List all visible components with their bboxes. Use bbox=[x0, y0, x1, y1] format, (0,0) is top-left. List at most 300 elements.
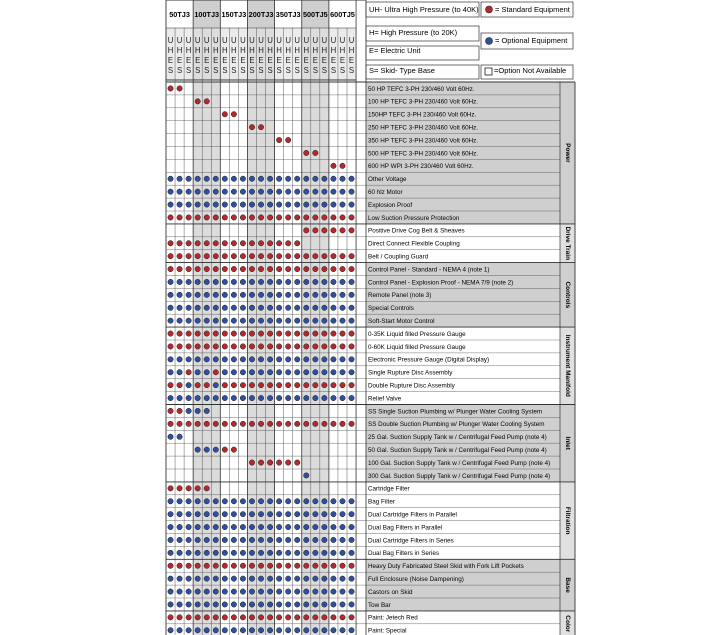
option-description: Heavy Duty Fabricated Steel Skid with Fork Lift Pockets bbox=[368, 563, 524, 571]
standard-dot bbox=[177, 344, 182, 349]
config-letter: S bbox=[303, 66, 309, 75]
config-letter: H bbox=[267, 46, 273, 55]
optional-dot bbox=[222, 202, 227, 207]
optional-dot bbox=[177, 537, 182, 542]
standard-dot bbox=[186, 344, 191, 349]
optional-dot bbox=[349, 318, 354, 323]
optional-dot bbox=[285, 511, 290, 516]
standard-dot bbox=[213, 215, 218, 220]
optional-dot bbox=[249, 370, 254, 375]
option-description: 25 Gal. Suction Supply Tank w / Centrifugal Feed Pump (note 4) bbox=[368, 434, 547, 442]
standard-dot bbox=[322, 615, 327, 620]
standard-dot bbox=[295, 266, 300, 271]
optional-dot bbox=[231, 602, 236, 607]
option-description: Control Panel - Standard - NEMA 4 (note 1) bbox=[368, 266, 490, 274]
optional-dot bbox=[186, 395, 191, 400]
option-description: 500 HP TEFC 3-PH 230/460 Volt 60Hz. bbox=[368, 150, 479, 158]
standard-dot bbox=[195, 215, 200, 220]
optional-dot bbox=[340, 189, 345, 194]
optional-dot bbox=[304, 628, 309, 633]
standard-dot bbox=[168, 615, 173, 620]
standard-dot bbox=[276, 344, 281, 349]
optional-dot bbox=[295, 357, 300, 362]
optional-dot bbox=[222, 395, 227, 400]
optional-dot bbox=[168, 318, 173, 323]
optional-dot bbox=[331, 537, 336, 542]
optional-dot bbox=[304, 537, 309, 542]
optional-dot bbox=[258, 537, 263, 542]
standard-dot bbox=[240, 421, 245, 426]
optional-dot bbox=[240, 305, 245, 310]
standard-dot bbox=[340, 344, 345, 349]
optional-dot bbox=[349, 305, 354, 310]
standard-dot bbox=[168, 563, 173, 568]
config-letter: U bbox=[339, 36, 346, 45]
standard-dot bbox=[295, 331, 300, 336]
standard-dot bbox=[231, 253, 236, 258]
optional-dot bbox=[240, 576, 245, 581]
optional-dot bbox=[186, 511, 191, 516]
optional-dot bbox=[195, 176, 200, 181]
standard-dot bbox=[349, 266, 354, 271]
legend-optional: = Optional Equipment bbox=[495, 36, 568, 45]
config-letter: S bbox=[213, 66, 219, 75]
optional-dot bbox=[204, 511, 209, 516]
standard-dot bbox=[340, 215, 345, 220]
optional-dot bbox=[340, 499, 345, 504]
config-letter: E bbox=[231, 56, 237, 65]
standard-dot bbox=[340, 163, 345, 168]
config-letter: U bbox=[285, 36, 291, 45]
config-letter: S bbox=[312, 66, 318, 75]
optional-dot bbox=[349, 370, 354, 375]
optional-dot bbox=[340, 370, 345, 375]
optional-dot bbox=[213, 524, 218, 529]
config-letter: E bbox=[240, 56, 246, 65]
group-label: Instrument Manifold bbox=[563, 334, 571, 397]
option-description: Dual Bag Filters in Series bbox=[368, 550, 440, 558]
standard-dot bbox=[195, 382, 200, 387]
standard-dot bbox=[231, 215, 236, 220]
model-header: 150TJ3 bbox=[221, 10, 247, 19]
optional-dot bbox=[204, 279, 209, 284]
optional-dot bbox=[340, 602, 345, 607]
optional-dot bbox=[295, 395, 300, 400]
option-description: Low Suction Pressure Protection bbox=[368, 214, 460, 222]
standard-dot bbox=[222, 447, 227, 452]
optional-dot bbox=[204, 499, 209, 504]
standard-dot bbox=[177, 563, 182, 568]
standard-dot bbox=[340, 331, 345, 336]
standard-dot bbox=[276, 421, 281, 426]
option-description: Tow Bar bbox=[368, 601, 391, 609]
optional-dot bbox=[258, 602, 263, 607]
standard-dot bbox=[186, 370, 191, 375]
standard-dot bbox=[313, 382, 318, 387]
standard-dot bbox=[177, 421, 182, 426]
optional-dot bbox=[186, 499, 191, 504]
standard-dot bbox=[231, 563, 236, 568]
optional-dot bbox=[285, 318, 290, 323]
optional-dot bbox=[340, 524, 345, 529]
optional-dot bbox=[331, 305, 336, 310]
config-letter: E bbox=[294, 56, 300, 65]
optional-dot bbox=[177, 357, 182, 362]
standard-dot bbox=[276, 241, 281, 246]
optional-dot bbox=[304, 292, 309, 297]
optional-dot bbox=[304, 499, 309, 504]
standard-dot bbox=[276, 137, 281, 142]
standard-dot bbox=[213, 266, 218, 271]
optional-dot bbox=[177, 370, 182, 375]
optional-dot bbox=[204, 395, 209, 400]
standard-dot bbox=[340, 228, 345, 233]
optional-dot bbox=[267, 202, 272, 207]
optional-dot bbox=[331, 628, 336, 633]
standard-dot bbox=[322, 228, 327, 233]
optional-dot bbox=[231, 499, 236, 504]
standard-dot bbox=[276, 266, 281, 271]
optional-dot bbox=[276, 279, 281, 284]
standard-dot bbox=[258, 124, 263, 129]
optional-dot bbox=[295, 292, 300, 297]
optional-dot bbox=[276, 292, 281, 297]
optional-dot bbox=[340, 537, 345, 542]
optional-dot bbox=[313, 189, 318, 194]
standard-dot bbox=[204, 615, 209, 620]
standard-dot bbox=[240, 266, 245, 271]
optional-dot bbox=[231, 576, 236, 581]
optional-dot bbox=[222, 370, 227, 375]
standard-dot bbox=[285, 460, 290, 465]
standard-dot bbox=[276, 253, 281, 258]
optional-dot bbox=[349, 176, 354, 181]
optional-dot bbox=[285, 189, 290, 194]
legend-panel bbox=[366, 2, 573, 79]
optional-dot bbox=[340, 395, 345, 400]
optional-dot bbox=[295, 176, 300, 181]
standard-dot bbox=[231, 331, 236, 336]
group-label: Color bbox=[563, 615, 571, 633]
config-letter: E bbox=[249, 56, 255, 65]
optional-dot bbox=[276, 357, 281, 362]
optional-dot bbox=[331, 357, 336, 362]
standard-dot bbox=[267, 253, 272, 258]
config-letter: H bbox=[339, 46, 346, 55]
optional-dot bbox=[231, 318, 236, 323]
standard-dot bbox=[231, 112, 236, 117]
optional-dot bbox=[258, 189, 263, 194]
config-letter: U bbox=[321, 36, 328, 45]
config-letter: E bbox=[176, 56, 183, 65]
option-description: Belt / Coupling Guard bbox=[368, 253, 429, 261]
optional-dot bbox=[331, 279, 336, 284]
config-letter: U bbox=[312, 36, 319, 45]
optional-dot bbox=[222, 176, 227, 181]
model-header: 350TJ3 bbox=[275, 10, 301, 19]
optional-dot bbox=[240, 395, 245, 400]
standard-dot bbox=[177, 215, 182, 220]
optional-dot bbox=[267, 279, 272, 284]
option-description: Single Rupture Disc Assembly bbox=[368, 369, 453, 377]
standard-dot bbox=[186, 563, 191, 568]
config-letter: U bbox=[294, 36, 301, 45]
standard-dot bbox=[204, 215, 209, 220]
option-description: SS Double Suction Plumbing w/ Plunger Water Cooling System bbox=[368, 421, 545, 429]
option-description: 50 HP TEFC 3-PH 230/460 Volt 60Hz. bbox=[368, 85, 475, 93]
optional-dot bbox=[331, 511, 336, 516]
config-letter: E bbox=[321, 56, 327, 65]
standard-dot bbox=[258, 253, 263, 258]
model-header: 500TJ5 bbox=[302, 10, 328, 19]
optional-dot bbox=[195, 628, 200, 633]
standard-dot bbox=[222, 253, 227, 258]
config-letter: H bbox=[321, 46, 328, 55]
optional-dot bbox=[231, 357, 236, 362]
optional-dot bbox=[186, 550, 191, 555]
standard-dot bbox=[322, 382, 327, 387]
config-letter: E bbox=[258, 56, 264, 65]
config-letter: H bbox=[312, 46, 319, 55]
optional-dot bbox=[177, 550, 182, 555]
option-description: 100 HP TEFC 3-PH 230/460 Volt 60Hz. bbox=[368, 98, 479, 106]
standard-dot bbox=[222, 344, 227, 349]
optional-dot bbox=[195, 202, 200, 207]
optional-dot bbox=[331, 395, 336, 400]
standard-dot bbox=[267, 331, 272, 336]
standard-legend-dot bbox=[486, 6, 493, 13]
config-letter: E bbox=[330, 56, 337, 65]
optional-dot bbox=[267, 589, 272, 594]
optional-dot bbox=[204, 408, 209, 413]
option-description: Bag Filter bbox=[368, 498, 395, 506]
standard-dot bbox=[195, 421, 200, 426]
optional-dot bbox=[331, 589, 336, 594]
optional-dot bbox=[240, 524, 245, 529]
optional-dot bbox=[195, 511, 200, 516]
standard-dot bbox=[322, 331, 327, 336]
optional-dot bbox=[295, 370, 300, 375]
standard-dot bbox=[195, 344, 200, 349]
optional-dot bbox=[340, 628, 345, 633]
optional-dot bbox=[276, 550, 281, 555]
optional-dot bbox=[349, 395, 354, 400]
model-header: 50TJ3 bbox=[169, 10, 190, 19]
config-letter: S bbox=[258, 66, 264, 75]
optional-dot bbox=[340, 589, 345, 594]
standard-dot bbox=[168, 421, 173, 426]
optional-dot bbox=[331, 550, 336, 555]
option-description: Positive Drive Cog Belt & Sheaves bbox=[368, 227, 465, 235]
optional-dot bbox=[222, 550, 227, 555]
optional-dot bbox=[213, 202, 218, 207]
optional-dot bbox=[222, 589, 227, 594]
optional-dot bbox=[240, 589, 245, 594]
optional-dot bbox=[204, 537, 209, 542]
standard-dot bbox=[304, 563, 309, 568]
optional-dot bbox=[258, 576, 263, 581]
standard-dot bbox=[340, 382, 345, 387]
standard-dot bbox=[195, 486, 200, 491]
standard-dot bbox=[304, 615, 309, 620]
optional-dot bbox=[177, 511, 182, 516]
optional-dot bbox=[249, 537, 254, 542]
standard-dot bbox=[331, 344, 336, 349]
optional-dot bbox=[322, 499, 327, 504]
standard-dot bbox=[168, 344, 173, 349]
optional-dot bbox=[313, 202, 318, 207]
optional-dot bbox=[195, 305, 200, 310]
standard-dot bbox=[313, 253, 318, 258]
standard-dot bbox=[276, 331, 281, 336]
optional-dot bbox=[349, 357, 354, 362]
optional-dot bbox=[240, 602, 245, 607]
standard-dot bbox=[304, 215, 309, 220]
standard-dot bbox=[322, 421, 327, 426]
optional-dot bbox=[295, 576, 300, 581]
optional-dot bbox=[322, 511, 327, 516]
optional-dot bbox=[240, 370, 245, 375]
optional-dot bbox=[213, 628, 218, 633]
standard-dot bbox=[340, 266, 345, 271]
option-description: Dual Cartridge Filters in Series bbox=[368, 537, 454, 545]
standard-dot bbox=[313, 331, 318, 336]
optional-dot bbox=[249, 176, 254, 181]
standard-dot bbox=[168, 408, 173, 413]
standard-dot bbox=[349, 331, 354, 336]
standard-dot bbox=[195, 266, 200, 271]
standard-dot bbox=[249, 563, 254, 568]
optional-dot bbox=[231, 537, 236, 542]
standard-dot bbox=[195, 253, 200, 258]
standard-dot bbox=[222, 241, 227, 246]
standard-dot bbox=[222, 266, 227, 271]
optional-dot bbox=[267, 395, 272, 400]
optional-dot bbox=[204, 292, 209, 297]
standard-dot bbox=[177, 331, 182, 336]
standard-dot bbox=[258, 215, 263, 220]
optional-dot bbox=[222, 511, 227, 516]
config-letter: H bbox=[249, 46, 255, 55]
config-letter: S bbox=[267, 66, 273, 75]
optional-dot bbox=[204, 550, 209, 555]
optional-dot bbox=[331, 292, 336, 297]
optional-dot bbox=[249, 189, 254, 194]
standard-dot bbox=[222, 615, 227, 620]
optional-dot bbox=[168, 628, 173, 633]
optional-dot bbox=[313, 279, 318, 284]
optional-dot bbox=[285, 524, 290, 529]
optional-dot bbox=[186, 357, 191, 362]
standard-dot bbox=[240, 241, 245, 246]
standard-dot bbox=[340, 563, 345, 568]
optional-dot bbox=[285, 176, 290, 181]
config-letter: U bbox=[249, 36, 255, 45]
standard-dot bbox=[331, 331, 336, 336]
optional-dot bbox=[231, 524, 236, 529]
optional-dot bbox=[222, 537, 227, 542]
standard-dot bbox=[331, 253, 336, 258]
standard-dot bbox=[295, 253, 300, 258]
row-shade bbox=[366, 598, 560, 611]
optional-dot bbox=[276, 511, 281, 516]
optional-dot bbox=[349, 499, 354, 504]
standard-dot bbox=[285, 253, 290, 258]
optional-dot bbox=[177, 305, 182, 310]
standard-dot bbox=[313, 563, 318, 568]
optional-dot bbox=[304, 550, 309, 555]
optional-dot bbox=[168, 511, 173, 516]
optional-dot bbox=[240, 318, 245, 323]
standard-dot bbox=[295, 615, 300, 620]
optional-dot bbox=[168, 524, 173, 529]
option-description: Explosion Proof bbox=[368, 201, 413, 209]
optional-dot bbox=[168, 279, 173, 284]
optional-dot bbox=[276, 576, 281, 581]
standard-dot bbox=[258, 460, 263, 465]
optional-dot bbox=[186, 305, 191, 310]
option-description: Other Voltage bbox=[368, 176, 407, 184]
option-description: 60 hlz Motor bbox=[368, 188, 403, 196]
optional-dot bbox=[267, 292, 272, 297]
optional-dot bbox=[231, 511, 236, 516]
optional-dot bbox=[231, 589, 236, 594]
standard-dot bbox=[204, 344, 209, 349]
optional-dot bbox=[285, 279, 290, 284]
option-description: Double Rupture Disc Assembly bbox=[368, 382, 455, 390]
standard-dot bbox=[240, 344, 245, 349]
optional-dot bbox=[304, 305, 309, 310]
optional-dot bbox=[213, 550, 218, 555]
optional-dot bbox=[295, 524, 300, 529]
group-label: Power bbox=[563, 143, 571, 163]
standard-dot bbox=[285, 382, 290, 387]
standard-dot bbox=[285, 421, 290, 426]
standard-dot bbox=[195, 99, 200, 104]
optional-dot bbox=[231, 395, 236, 400]
optional-dot bbox=[177, 292, 182, 297]
optional-dot bbox=[249, 395, 254, 400]
optional-dot bbox=[331, 524, 336, 529]
optional-dot bbox=[322, 202, 327, 207]
standard-dot bbox=[213, 253, 218, 258]
standard-dot bbox=[204, 382, 209, 387]
option-description: Direct Connect Flexible Coupling bbox=[368, 240, 460, 248]
config-letter: S bbox=[330, 66, 337, 75]
optional-dot bbox=[186, 382, 191, 387]
optional-dot bbox=[168, 292, 173, 297]
config-letter: S bbox=[195, 66, 201, 75]
optional-dot bbox=[240, 357, 245, 362]
standard-dot bbox=[349, 228, 354, 233]
optional-dot bbox=[340, 576, 345, 581]
optional-dot bbox=[304, 511, 309, 516]
optional-dot bbox=[304, 589, 309, 594]
optional-dot bbox=[204, 447, 209, 452]
config-letter: U bbox=[203, 36, 210, 45]
standard-dot bbox=[195, 615, 200, 620]
optional-dot bbox=[295, 589, 300, 594]
optional-dot bbox=[177, 279, 182, 284]
optional-dot bbox=[313, 357, 318, 362]
optional-dot bbox=[249, 357, 254, 362]
optional-dot bbox=[204, 189, 209, 194]
optional-dot bbox=[231, 202, 236, 207]
optional-dot bbox=[204, 589, 209, 594]
optional-dot bbox=[231, 628, 236, 633]
standard-dot bbox=[177, 266, 182, 271]
optional-dot bbox=[186, 279, 191, 284]
